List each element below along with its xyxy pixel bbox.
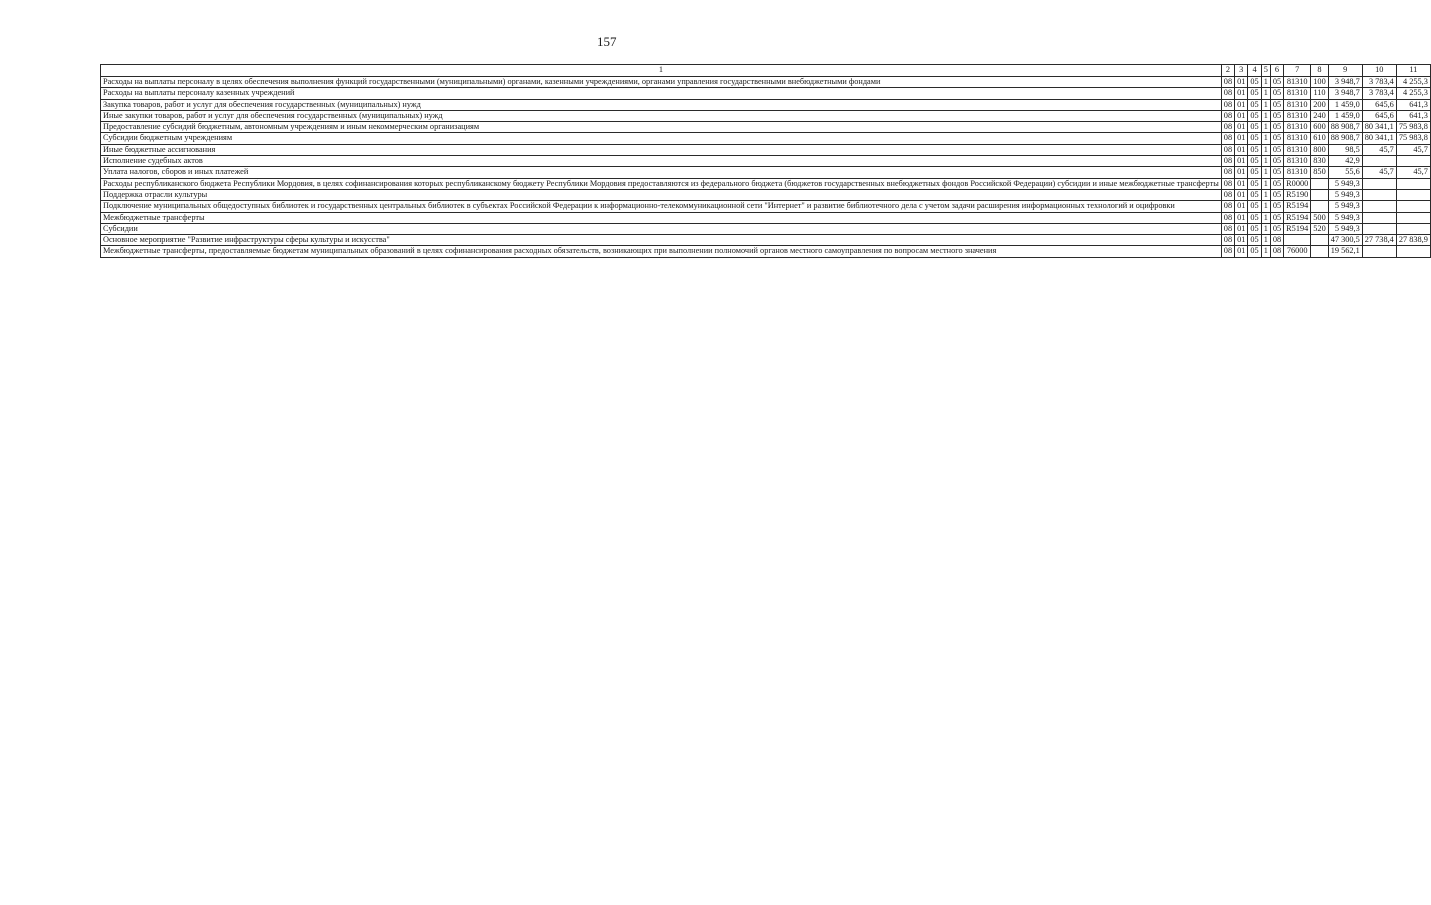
header-col-1: 1 [101,65,1222,77]
amount-year-2: 645,6 [1362,99,1396,110]
amount-year-2: 645,6 [1362,110,1396,121]
target-article-code: 81310 [1284,144,1311,155]
table-row [101,189,1431,200]
section-code: 08 [1221,201,1234,212]
amount-year-3 [1396,246,1430,257]
program-code: 05 [1248,167,1261,178]
table-row [101,144,1431,155]
subprogram-code: 1 [1261,178,1270,189]
amount-year-2: 80 341,1 [1362,133,1396,144]
subsection-code: 01 [1235,77,1248,88]
amount-year-1: 5 949,3 [1328,212,1362,223]
amount-year-3 [1396,156,1430,167]
section-code: 08 [1221,235,1234,246]
amount-year-1: 88 908,7 [1328,133,1362,144]
event-code: 05 [1270,156,1283,167]
subprogram-code: 1 [1261,144,1270,155]
program-code: 05 [1248,212,1261,223]
row-name: Межбюджетные трансферты [101,212,1222,223]
section-code: 08 [1221,88,1234,99]
program-code: 05 [1248,110,1261,121]
section-code: 08 [1221,77,1234,88]
amount-year-1: 98,5 [1328,144,1362,155]
table-row [101,178,1431,189]
amount-year-3: 75 983,8 [1396,133,1430,144]
table-row [101,212,1431,223]
budget-table [100,64,1431,258]
page-number: 157 [597,34,617,49]
amount-year-3: 641,3 [1396,99,1430,110]
amount-year-2: 45,7 [1362,144,1396,155]
subsection-code: 01 [1235,189,1248,200]
subsection-code: 01 [1235,178,1248,189]
target-article-code: R5190 [1284,189,1311,200]
amount-year-3: 4 255,3 [1396,77,1430,88]
program-code: 05 [1248,122,1261,133]
amount-year-2 [1362,189,1396,200]
target-article-code: R0000 [1284,178,1311,189]
section-code: 08 [1221,133,1234,144]
subsection-code: 01 [1235,156,1248,167]
row-name: Субсидии [101,223,1222,234]
event-code: 08 [1270,246,1283,257]
amount-year-2 [1362,156,1396,167]
row-name: Подключение муниципальных общедоступных библиотек и государственных центральных библиотек в субъектах Российской Федерации к информационно-телекоммуникационной сети "Интернет" и развитие библиотечного дела с учетом задачи расширения информационных технологий и оцифровки [101,201,1222,212]
subprogram-code: 1 [1261,246,1270,257]
header-col-8: 8 [1311,65,1328,77]
subprogram-code: 1 [1261,122,1270,133]
subprogram-code: 1 [1261,133,1270,144]
amount-year-3: 45,7 [1396,144,1430,155]
amount-year-2: 27 738,4 [1362,235,1396,246]
expense-type-code: 500 [1311,212,1328,223]
row-name: Расходы на выплаты персоналу в целях обеспечения выполнения функций государственными (муниципальными) органами, казенными учреждениями, органами управления государственными внебюджетными фондами [101,77,1222,88]
amount-year-1: 47 300,5 [1328,235,1362,246]
event-code: 08 [1270,235,1283,246]
program-code: 05 [1248,88,1261,99]
expense-type-code [1311,246,1328,257]
section-code: 08 [1221,167,1234,178]
row-name: Расходы республиканского бюджета Республики Мордовия, в целях софинансирования которых республиканскому бюджету Республики Мордовия предоставляются из федерального бюджета (бюджетов государственных внебюджетных фондов Российской Федерации) субсидии и иные межбюджетные трансферты [101,178,1222,189]
subprogram-code: 1 [1261,99,1270,110]
section-code: 08 [1221,110,1234,121]
table-row [101,201,1431,212]
target-article-code: 81310 [1284,88,1311,99]
subsection-code: 01 [1235,246,1248,257]
subsection-code: 01 [1235,167,1248,178]
amount-year-3: 641,3 [1396,110,1430,121]
expense-type-code [1311,189,1328,200]
section-code: 08 [1221,178,1234,189]
target-article-code: R5194 [1284,212,1311,223]
section-code: 08 [1221,144,1234,155]
event-code: 05 [1270,212,1283,223]
program-code: 05 [1248,246,1261,257]
amount-year-1: 42,9 [1328,156,1362,167]
amount-year-3 [1396,223,1430,234]
section-code: 08 [1221,223,1234,234]
row-name: Расходы на выплаты персоналу казенных учреждений [101,88,1222,99]
amount-year-2 [1362,246,1396,257]
target-article-code: R5194 [1284,223,1311,234]
row-name: Предоставление субсидий бюджетным, автономным учреждениям и иным некоммерческим организациям [101,122,1222,133]
program-code: 05 [1248,201,1261,212]
table-row [101,246,1431,257]
expense-type-code: 240 [1311,110,1328,121]
target-article-code: 81310 [1284,133,1311,144]
table-header-row [101,65,1431,77]
amount-year-2: 3 783,4 [1362,77,1396,88]
expense-type-code: 200 [1311,99,1328,110]
section-code: 08 [1221,99,1234,110]
amount-year-1: 5 949,3 [1328,189,1362,200]
event-code: 05 [1270,77,1283,88]
event-code: 05 [1270,99,1283,110]
subsection-code: 01 [1235,110,1248,121]
expense-type-code [1311,201,1328,212]
row-name: Закупка товаров, работ и услуг для обеспечения государственных (муниципальных) нужд [101,99,1222,110]
amount-year-3: 4 255,3 [1396,88,1430,99]
section-code: 08 [1221,156,1234,167]
amount-year-1: 3 948,7 [1328,88,1362,99]
header-col-6: 6 [1270,65,1283,77]
table-row [101,99,1431,110]
expense-type-code: 520 [1311,223,1328,234]
amount-year-2: 80 341,1 [1362,122,1396,133]
target-article-code: 81310 [1284,122,1311,133]
target-article-code: 76000 [1284,246,1311,257]
row-name: Субсидии бюджетным учреждениям [101,133,1222,144]
program-code: 05 [1248,133,1261,144]
program-code: 05 [1248,144,1261,155]
table-row [101,110,1431,121]
subprogram-code: 1 [1261,167,1270,178]
amount-year-2: 3 783,4 [1362,88,1396,99]
row-name: Иные закупки товаров, работ и услуг для обеспечения государственных (муниципальных) нужд [101,110,1222,121]
program-code: 05 [1248,99,1261,110]
header-col-10: 10 [1362,65,1396,77]
target-article-code: 81310 [1284,167,1311,178]
table-row [101,235,1431,246]
amount-year-1: 5 949,3 [1328,201,1362,212]
subprogram-code: 1 [1261,88,1270,99]
subsection-code: 01 [1235,99,1248,110]
subsection-code: 01 [1235,212,1248,223]
amount-year-2: 45,7 [1362,167,1396,178]
program-code: 05 [1248,156,1261,167]
program-code: 05 [1248,178,1261,189]
event-code: 05 [1270,223,1283,234]
row-name: Поддержка отрасли культуры [101,189,1222,200]
subprogram-code: 1 [1261,156,1270,167]
program-code: 05 [1248,189,1261,200]
program-code: 05 [1248,77,1261,88]
subprogram-code: 1 [1261,189,1270,200]
table-row [101,156,1431,167]
subsection-code: 01 [1235,88,1248,99]
amount-year-3 [1396,189,1430,200]
event-code: 05 [1270,110,1283,121]
row-name: Основное мероприятие "Развитие инфраструктуры сферы культуры и искусства" [101,235,1222,246]
event-code: 05 [1270,144,1283,155]
amount-year-1: 1 459,0 [1328,110,1362,121]
table-row [101,77,1431,88]
section-code: 08 [1221,212,1234,223]
amount-year-2 [1362,212,1396,223]
amount-year-1: 1 459,0 [1328,99,1362,110]
subsection-code: 01 [1235,133,1248,144]
expense-type-code: 830 [1311,156,1328,167]
target-article-code: 81310 [1284,77,1311,88]
subsection-code: 01 [1235,235,1248,246]
subsection-code: 01 [1235,144,1248,155]
row-name: Уплата налогов, сборов и иных платежей [101,167,1222,178]
header-col-5: 5 [1261,65,1270,77]
amount-year-1: 3 948,7 [1328,77,1362,88]
program-code: 05 [1248,235,1261,246]
row-name: Иные бюджетные ассигнования [101,144,1222,155]
expense-type-code: 100 [1311,77,1328,88]
amount-year-1: 5 949,3 [1328,223,1362,234]
amount-year-3: 75 983,8 [1396,122,1430,133]
table-row [101,167,1431,178]
event-code: 05 [1270,201,1283,212]
subprogram-code: 1 [1261,212,1270,223]
table-row [101,122,1431,133]
section-code: 08 [1221,122,1234,133]
expense-type-code: 800 [1311,144,1328,155]
subprogram-code: 1 [1261,77,1270,88]
amount-year-2 [1362,201,1396,212]
header-col-11: 11 [1396,65,1430,77]
row-name: Межбюджетные трансферты, предоставляемые бюджетам муниципальных образований в целях софинансирования расходных обязательств, возникающих при выполнении полномочий органов местного самоуправления по вопросам местного значения [101,246,1222,257]
table-row [101,88,1431,99]
target-article-code: 81310 [1284,110,1311,121]
event-code: 05 [1270,167,1283,178]
event-code: 05 [1270,122,1283,133]
amount-year-1: 55,6 [1328,167,1362,178]
amount-year-3 [1396,212,1430,223]
event-code: 05 [1270,189,1283,200]
expense-type-code: 600 [1311,122,1328,133]
table-row [101,223,1431,234]
target-article-code [1284,235,1311,246]
amount-year-1: 88 908,7 [1328,122,1362,133]
event-code: 05 [1270,178,1283,189]
target-article-code: 81310 [1284,99,1311,110]
table-row [101,133,1431,144]
subprogram-code: 1 [1261,201,1270,212]
amount-year-2 [1362,178,1396,189]
target-article-code: R5194 [1284,201,1311,212]
header-col-7: 7 [1284,65,1311,77]
subprogram-code: 1 [1261,110,1270,121]
amount-year-2 [1362,223,1396,234]
amount-year-3: 45,7 [1396,167,1430,178]
event-code: 05 [1270,133,1283,144]
subprogram-code: 1 [1261,235,1270,246]
section-code: 08 [1221,189,1234,200]
section-code: 08 [1221,246,1234,257]
program-code: 05 [1248,223,1261,234]
header-col-3: 3 [1235,65,1248,77]
subsection-code: 01 [1235,122,1248,133]
expense-type-code: 610 [1311,133,1328,144]
subsection-code: 01 [1235,223,1248,234]
amount-year-3 [1396,201,1430,212]
amount-year-3: 27 838,9 [1396,235,1430,246]
expense-type-code: 850 [1311,167,1328,178]
target-article-code: 81310 [1284,156,1311,167]
header-col-9: 9 [1328,65,1362,77]
expense-type-code [1311,178,1328,189]
event-code: 05 [1270,88,1283,99]
header-col-4: 4 [1248,65,1261,77]
expense-type-code [1311,235,1328,246]
expense-type-code: 110 [1311,88,1328,99]
subprogram-code: 1 [1261,223,1270,234]
amount-year-1: 19 562,1 [1328,246,1362,257]
amount-year-3 [1396,178,1430,189]
row-name: Исполнение судебных актов [101,156,1222,167]
amount-year-1: 5 949,3 [1328,178,1362,189]
subsection-code: 01 [1235,201,1248,212]
header-col-2: 2 [1221,65,1234,77]
